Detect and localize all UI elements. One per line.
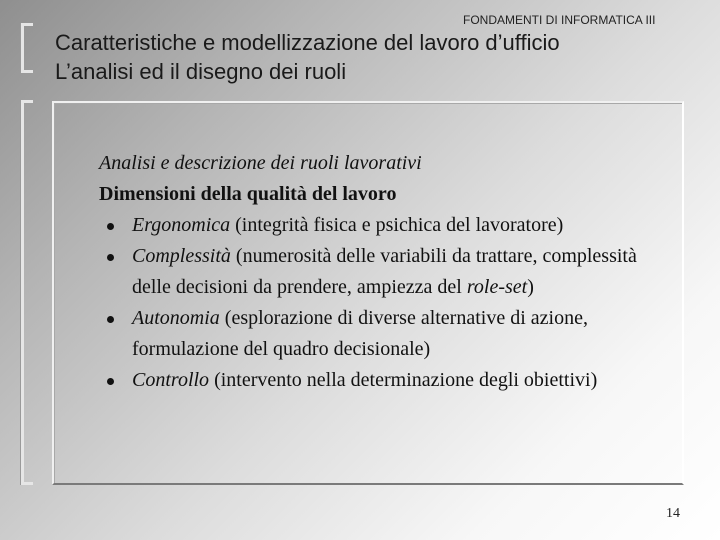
title-bracket-decoration [21,23,33,73]
slide-title-line-1: Caratteristiche e modellizzazione del lavoro d’ufficio [55,30,560,55]
bullet-ergonomica: Ergonomica (integrità fisica e psichica del lavoratore) [99,210,679,241]
bullet-controllo: Controllo (intervento nella determinazione degli obiettivi) [99,365,679,396]
course-header: FONDAMENTI DI INFORMATICA III [463,13,656,27]
body-bracket-decoration [21,100,33,485]
body-line-dimensions: Dimensioni della qualità del lavoro [99,183,397,205]
bullet-autonomia: Autonomia (esplorazione di diverse alternative di azione, formulazione del quadro decisionale) [99,303,679,365]
bullet-dot-icon [107,378,114,385]
slide-title [55,28,560,86]
body-line-analysis: Analisi e descrizione dei ruoli lavorativi [99,152,422,174]
bullet-dot-icon [107,254,114,261]
bullet-dot-icon [107,316,114,323]
slide-title-line-2: L’analisi ed il disegno dei ruoli [55,59,347,84]
bullet-complessita: Complessità (numerosità delle variabili da trattare, complessità delle decisioni da prendere, ampiezza del role-set) [99,241,679,303]
page-number: 14 [666,506,680,521]
bullet-dot-icon [107,223,114,230]
quality-dimensions-list [99,210,679,396]
slide-body [99,148,679,396]
